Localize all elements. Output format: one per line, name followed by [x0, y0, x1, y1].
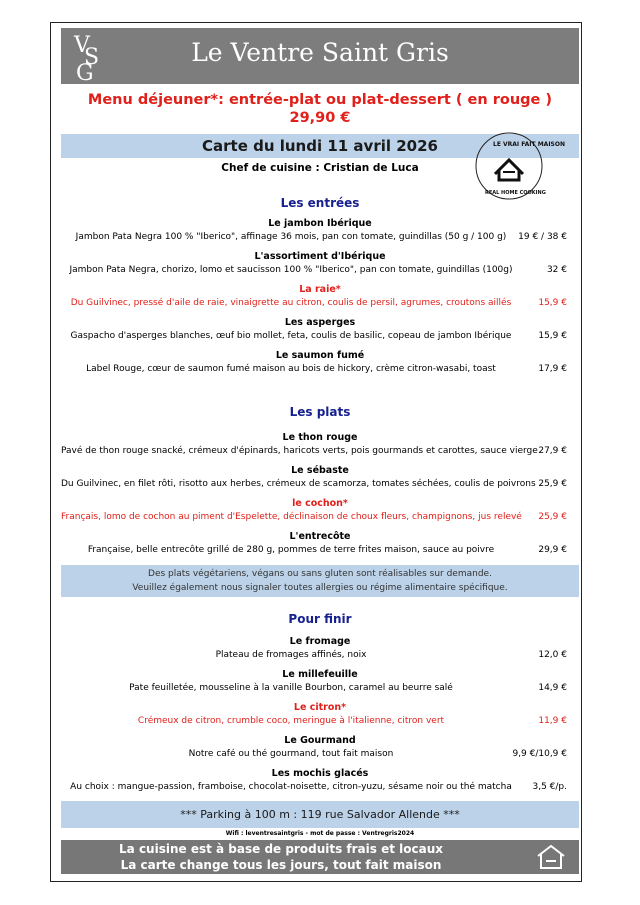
- item-desc: Jambon Pata Negra, chorizo, lomo et saucisson 100 % "Iberico", pan con tomate, guindillas (100g): [69, 265, 513, 275]
- menu-dejeuner-price: 29,90 €: [289, 110, 351, 126]
- menu-item: [61, 669, 579, 699]
- menu-item: [61, 251, 579, 281]
- menu-item: [61, 218, 579, 248]
- item-price: 11,9 €: [538, 716, 567, 726]
- item-price: 25,9 €: [538, 479, 567, 489]
- item-name: La raie*: [299, 284, 341, 295]
- menu-item: [61, 465, 579, 495]
- menu-dejeuner-title: Menu déjeuner*: entrée-plat ou plat-dessert ( en rouge ): [87, 92, 553, 108]
- item-price: 14,9 €: [538, 683, 567, 693]
- item-name: Le saumon fumé: [275, 350, 365, 361]
- item-desc: Jambon Pata Negra 100 % "Iberico", affinage 36 mois, pan con tomate, guindillas (50 g / 100 g): [75, 232, 507, 242]
- menu-item: [61, 317, 579, 347]
- item-price: 29,9 €: [538, 545, 567, 555]
- svg-text:V: V: [74, 33, 90, 58]
- house-icon: [535, 844, 567, 870]
- section-title-plats: Les plats: [289, 405, 351, 419]
- item-desc: Notre café ou thé gourmand, tout fait maison: [188, 749, 394, 759]
- item-name: L'assortiment d'Ibérique: [254, 251, 386, 262]
- dietary-note: [61, 565, 579, 597]
- item-name: L'entrecôte: [289, 531, 351, 542]
- wifi-info: Wifi : leventresaintgris - mot de passe : Ventregris2024: [225, 830, 415, 837]
- item-name: Le citron*: [293, 702, 347, 713]
- footer-line-1: La cuisine est à base de produits frais et locaux: [119, 842, 443, 856]
- item-desc: Du Guilvinec, pressé d'aile de raie, vinaigrette au citron, coulis de persil, agrumes, croutons aillés: [70, 298, 512, 308]
- item-price: 12,0 €: [538, 650, 567, 660]
- section-title-entrees: Les entrées: [280, 196, 360, 210]
- item-desc: Label Rouge, cœur de saumon fumé maison au bois de hickory, crème citron-wasabi, toast: [86, 364, 496, 374]
- item-name: Le millefeuille: [282, 669, 358, 680]
- item-price: 9,9 €/10,9 €: [512, 749, 567, 759]
- note-line-1: Des plats végétariens, végans ou sans gluten sont réalisables sur demande.: [148, 569, 492, 579]
- footer-line-2: La carte change tous les jours, tout fait maison: [120, 858, 442, 872]
- item-desc: Pavé de thon rouge snacké, crémeux d'épinards, haricots verts, pois gourmands et carottes, sauce vierge: [61, 446, 538, 456]
- item-desc: Crémeux de citron, crumble coco, meringue à l'italienne, citron vert: [137, 716, 445, 726]
- menu-item: [61, 735, 579, 765]
- menu-item: [61, 432, 579, 462]
- carte-title: Carte du lundi 11 avril 2026: [61, 134, 579, 158]
- item-price: 15,9 €: [538, 298, 567, 308]
- item-name: Le fromage: [289, 636, 351, 647]
- item-name: Les mochis glacés: [271, 768, 369, 779]
- menu-item: [61, 768, 579, 798]
- item-price: 32 €: [546, 265, 567, 275]
- fait-maison-stamp-icon: [473, 130, 565, 202]
- svg-text:REAL HOME COOKING: REAL HOME COOKING: [485, 190, 546, 196]
- menu-item: [61, 498, 579, 528]
- item-name: le cochon*: [292, 498, 348, 509]
- menu-item: [61, 350, 579, 380]
- item-name: Le jambon Ibérique: [268, 218, 372, 229]
- item-desc: Plateau de fromages affinés, noix: [215, 650, 367, 660]
- vsg-monogram-logo: [70, 30, 114, 86]
- item-desc: Française, belle entrecôte grillé de 280 g, pommes de terre frites maison, sauce au poivre: [87, 545, 495, 555]
- menu-item: [61, 636, 579, 666]
- item-name: Le Gourmand: [284, 735, 356, 746]
- header-banner: [61, 28, 579, 84]
- item-name: Le sébaste: [291, 465, 349, 476]
- menu-item: [61, 702, 579, 732]
- restaurant-title: Le Ventre Saint Gris: [191, 38, 449, 67]
- svg-text:LE VRAI FAIT MAISON: LE VRAI FAIT MAISON: [493, 141, 565, 148]
- menu-item: [61, 531, 579, 561]
- section-title-desserts: Pour finir: [288, 612, 352, 626]
- svg-text:G: G: [76, 61, 94, 86]
- item-desc: Gaspacho d'asperges blanches, œuf bio mollet, feta, coulis de basilic, copeau de jambon Ibérique: [70, 331, 512, 341]
- item-price: 15,9 €: [538, 331, 567, 341]
- svg-text:S: S: [84, 45, 100, 70]
- menu-item: [61, 284, 579, 314]
- item-price: 25,9 €: [538, 512, 567, 522]
- chef-name: Chef de cuisine : Cristian de Luca: [221, 162, 419, 174]
- item-desc: Français, lomo de cochon au piment d'Espelette, déclinaison de choux fleurs, champignons, jus relevé: [61, 512, 522, 522]
- item-desc: Du Guilvinec, en filet rôti, risotto aux herbes, crémeux de scamorza, tomates séchées, coulis de poivrons: [61, 479, 536, 489]
- item-price: 27,9 €: [538, 446, 567, 456]
- item-price: 3,5 €/p.: [532, 782, 567, 792]
- item-price: 19 € / 38 €: [518, 232, 567, 242]
- item-desc: Pate feuilletée, mousseline à la vanille Bourbon, caramel au beurre salé: [129, 683, 453, 693]
- item-price: 17,9 €: [538, 364, 567, 374]
- parking-info: *** Parking à 100 m : 119 rue Salvador Allende ***: [61, 801, 579, 828]
- item-name: Le thon rouge: [282, 432, 358, 443]
- footer-banner: [61, 840, 579, 874]
- note-line-2: Veuillez également nous signaler toutes allergies ou régime alimentaire spécifique.: [132, 583, 508, 593]
- item-name: Les asperges: [284, 317, 356, 328]
- item-desc: Au choix : mangue-passion, framboise, chocolat-noisette, citron-yuzu, sésame noir ou thé matcha: [70, 782, 512, 792]
